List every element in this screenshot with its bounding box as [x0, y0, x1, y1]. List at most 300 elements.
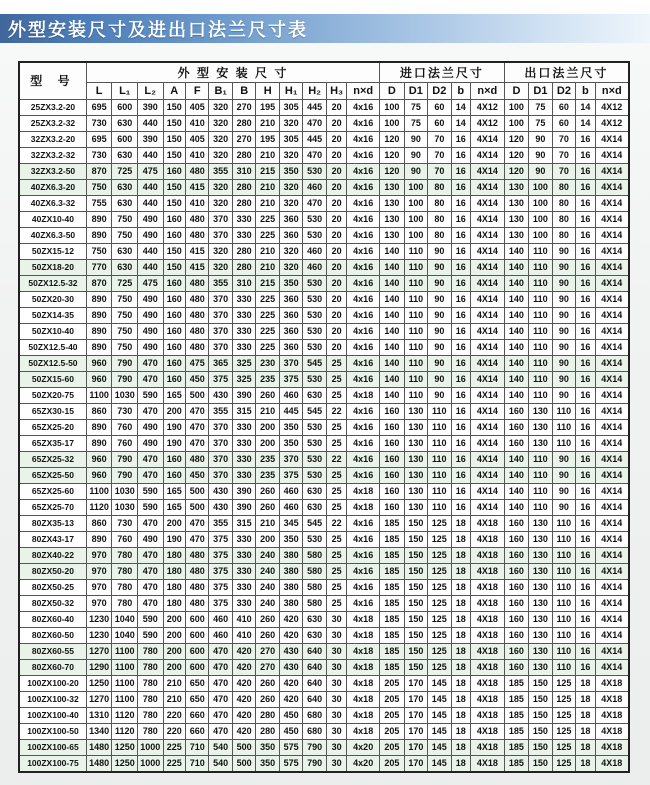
value-cell: 130 [504, 227, 529, 243]
value-cell: 350 [256, 755, 279, 772]
value-cell: 110 [529, 339, 552, 355]
value-cell: 1290 [86, 659, 112, 675]
value-cell: 4x16 [347, 131, 380, 147]
value-cell: 1120 [112, 723, 138, 739]
value-cell: 16 [451, 243, 470, 259]
value-cell: 100 [529, 179, 552, 195]
value-cell: 1000 [137, 755, 163, 772]
value-cell: 4x18 [347, 387, 380, 403]
model-cell: 80ZX50-32 [19, 595, 86, 611]
group-header-outlet-flange: 出口法兰尺寸 [504, 62, 629, 82]
value-cell: 460 [209, 611, 232, 627]
value-cell: 16 [576, 531, 595, 547]
value-cell: 18 [451, 691, 470, 707]
value-cell: 18 [451, 627, 470, 643]
table-row [19, 323, 629, 339]
value-cell: 210 [256, 195, 279, 211]
value-cell: 1040 [112, 611, 138, 627]
value-cell: 150 [163, 179, 185, 195]
value-cell: 4X14 [595, 355, 629, 371]
value-cell: 480 [185, 211, 208, 227]
value-cell: 420 [232, 691, 255, 707]
value-cell: 960 [86, 451, 112, 467]
value-cell: 420 [279, 675, 302, 691]
model-cell: 50ZX12.5-50 [19, 355, 86, 371]
value-cell: 530 [303, 435, 326, 451]
table-row [19, 547, 629, 563]
value-cell: 545 [303, 403, 326, 419]
value-cell: 150 [529, 723, 552, 739]
value-cell: 330 [232, 227, 255, 243]
value-cell: 270 [232, 131, 255, 147]
model-cell: 40ZX6.3-20 [19, 179, 86, 195]
value-cell: 185 [504, 707, 529, 723]
value-cell: 4x18 [347, 675, 380, 691]
value-cell: 305 [279, 131, 302, 147]
value-cell: 470 [137, 355, 163, 371]
value-cell: 320 [209, 243, 232, 259]
value-cell: 4X14 [595, 243, 629, 259]
value-cell: 4X14 [595, 307, 629, 323]
value-cell: 430 [209, 387, 232, 403]
value-cell: 130 [404, 419, 427, 435]
value-cell: 125 [428, 531, 451, 547]
value-cell: 230 [256, 355, 279, 371]
column-header-1: L₁ [112, 82, 138, 99]
value-cell: 4X18 [470, 531, 504, 547]
value-cell: 1310 [86, 707, 112, 723]
value-cell: 60 [552, 115, 575, 131]
value-cell: 16 [451, 131, 470, 147]
value-cell: 1030 [112, 499, 138, 515]
value-cell: 490 [137, 435, 163, 451]
value-cell: 470 [137, 515, 163, 531]
value-cell: 415 [185, 259, 208, 275]
table-row [19, 659, 629, 675]
value-cell: 480 [185, 579, 208, 595]
group-header-install-dims: 外 型 安 装 尺 寸 [86, 62, 379, 82]
value-cell: 460 [279, 499, 302, 515]
value-cell: 16 [576, 323, 595, 339]
value-cell: 16 [451, 419, 470, 435]
value-cell: 4X14 [470, 227, 504, 243]
value-cell: 270 [256, 643, 279, 659]
value-cell: 25 [326, 499, 346, 515]
value-cell: 125 [552, 691, 575, 707]
value-cell: 220 [163, 707, 185, 723]
value-cell: 4X14 [470, 499, 504, 515]
table-row [19, 291, 629, 307]
value-cell: 405 [185, 99, 208, 115]
value-cell: 90 [552, 451, 575, 467]
value-cell: 780 [137, 643, 163, 659]
value-cell: 120 [380, 147, 405, 163]
value-cell: 110 [529, 275, 552, 291]
value-cell: 330 [232, 595, 255, 611]
value-cell: 240 [256, 579, 279, 595]
value-cell: 710 [185, 739, 208, 755]
value-cell: 30 [326, 611, 346, 627]
column-header-14: D2 [428, 82, 451, 99]
value-cell: 4X18 [470, 723, 504, 739]
value-cell: 80 [428, 227, 451, 243]
value-cell: 170 [404, 675, 427, 691]
value-cell: 195 [256, 131, 279, 147]
value-cell: 75 [404, 115, 427, 131]
value-cell: 600 [185, 627, 208, 643]
value-cell: 630 [112, 243, 138, 259]
value-cell: 140 [504, 323, 529, 339]
value-cell: 315 [232, 515, 255, 531]
value-cell: 110 [404, 259, 427, 275]
value-cell: 355 [209, 163, 232, 179]
value-cell: 145 [428, 691, 451, 707]
value-cell: 4X14 [470, 467, 504, 483]
value-cell: 145 [428, 739, 451, 755]
value-cell: 1250 [112, 755, 138, 772]
value-cell: 110 [552, 531, 575, 547]
value-cell: 16 [576, 211, 595, 227]
value-cell: 16 [576, 403, 595, 419]
value-cell: 445 [303, 131, 326, 147]
model-cell: 65ZX25-32 [19, 451, 86, 467]
table-row [19, 595, 629, 611]
value-cell: 330 [232, 467, 255, 483]
value-cell: 320 [279, 195, 302, 211]
value-cell: 110 [552, 595, 575, 611]
value-cell: 140 [504, 243, 529, 259]
table-container [18, 61, 630, 773]
value-cell: 540 [209, 755, 232, 772]
value-cell: 790 [112, 451, 138, 467]
value-cell: 200 [256, 531, 279, 547]
value-cell: 4X12 [595, 99, 629, 115]
value-cell: 1250 [86, 675, 112, 691]
value-cell: 330 [232, 547, 255, 563]
value-cell: 450 [279, 707, 302, 723]
value-cell: 4x16 [347, 291, 380, 307]
value-cell: 150 [404, 627, 427, 643]
value-cell: 140 [504, 483, 529, 499]
value-cell: 130 [529, 531, 552, 547]
value-cell: 4X18 [470, 563, 504, 579]
value-cell: 110 [428, 483, 451, 499]
value-cell: 460 [303, 243, 326, 259]
value-cell: 20 [326, 179, 346, 195]
value-cell: 480 [185, 339, 208, 355]
value-cell: 580 [303, 547, 326, 563]
value-cell: 790 [112, 467, 138, 483]
value-cell: 90 [552, 323, 575, 339]
value-cell: 16 [576, 291, 595, 307]
value-cell: 125 [428, 659, 451, 675]
value-cell: 100 [380, 115, 405, 131]
value-cell: 170 [404, 723, 427, 739]
value-cell: 530 [303, 323, 326, 339]
value-cell: 125 [552, 675, 575, 691]
value-cell: 16 [576, 611, 595, 627]
value-cell: 110 [529, 451, 552, 467]
value-cell: 350 [279, 163, 302, 179]
value-cell: 370 [209, 211, 232, 227]
value-cell: 780 [112, 547, 138, 563]
value-cell: 150 [404, 531, 427, 547]
value-cell: 320 [209, 147, 232, 163]
value-cell: 260 [256, 611, 279, 627]
value-cell: 545 [303, 355, 326, 371]
value-cell: 140 [504, 291, 529, 307]
table-row [19, 243, 629, 259]
value-cell: 480 [185, 563, 208, 579]
value-cell: 130 [380, 211, 405, 227]
value-cell: 630 [112, 179, 138, 195]
value-cell: 22 [326, 451, 346, 467]
value-cell: 460 [303, 259, 326, 275]
value-cell: 140 [504, 451, 529, 467]
value-cell: 25 [326, 595, 346, 611]
value-cell: 1030 [112, 387, 138, 403]
value-cell: 110 [552, 643, 575, 659]
value-cell: 120 [380, 163, 405, 179]
value-cell: 90 [428, 243, 451, 259]
column-header-19: D2 [552, 82, 575, 99]
value-cell: 350 [279, 531, 302, 547]
value-cell: 110 [428, 451, 451, 467]
value-cell: 750 [112, 211, 138, 227]
value-cell: 630 [112, 259, 138, 275]
table-row [19, 643, 629, 659]
value-cell: 4X14 [595, 499, 629, 515]
table-row [19, 755, 629, 772]
value-cell: 410 [185, 147, 208, 163]
value-cell: 450 [279, 723, 302, 739]
value-cell: 4X14 [595, 387, 629, 403]
model-cell: 50ZX18-20 [19, 259, 86, 275]
value-cell: 360 [279, 339, 302, 355]
value-cell: 630 [112, 115, 138, 131]
value-cell: 60 [428, 115, 451, 131]
value-cell: 420 [232, 723, 255, 739]
value-cell: 160 [504, 515, 529, 531]
value-cell: 130 [529, 515, 552, 531]
value-cell: 330 [232, 563, 255, 579]
value-cell: 110 [552, 515, 575, 531]
value-cell: 390 [137, 131, 163, 147]
value-cell: 4X14 [595, 451, 629, 467]
value-cell: 710 [185, 755, 208, 772]
value-cell: 370 [279, 451, 302, 467]
value-cell: 890 [86, 339, 112, 355]
value-cell: 630 [303, 611, 326, 627]
model-cell: 50ZX10-40 [19, 323, 86, 339]
value-cell: 730 [112, 515, 138, 531]
value-cell: 150 [163, 115, 185, 131]
column-header-5: B₁ [209, 82, 232, 99]
value-cell: 500 [232, 755, 255, 772]
value-cell: 110 [428, 403, 451, 419]
value-cell: 4x16 [347, 227, 380, 243]
value-cell: 960 [86, 371, 112, 387]
value-cell: 370 [209, 227, 232, 243]
table-row [19, 531, 629, 547]
value-cell: 4x16 [347, 339, 380, 355]
value-cell: 16 [451, 259, 470, 275]
value-cell: 4X14 [470, 307, 504, 323]
value-cell: 375 [209, 531, 232, 547]
value-cell: 530 [303, 211, 326, 227]
value-cell: 4X12 [595, 115, 629, 131]
value-cell: 530 [303, 291, 326, 307]
value-cell: 225 [163, 739, 185, 755]
value-cell: 470 [137, 467, 163, 483]
value-cell: 750 [86, 179, 112, 195]
value-cell: 4X14 [470, 259, 504, 275]
value-cell: 210 [256, 259, 279, 275]
value-cell: 130 [404, 467, 427, 483]
value-cell: 4x16 [347, 243, 380, 259]
value-cell: 80 [552, 211, 575, 227]
value-cell: 1100 [86, 387, 112, 403]
value-cell: 25 [326, 467, 346, 483]
value-cell: 440 [137, 195, 163, 211]
value-cell: 750 [112, 339, 138, 355]
value-cell: 4X14 [470, 435, 504, 451]
value-cell: 580 [303, 579, 326, 595]
value-cell: 160 [163, 323, 185, 339]
value-cell: 325 [232, 355, 255, 371]
value-cell: 490 [137, 323, 163, 339]
value-cell: 90 [529, 163, 552, 179]
value-cell: 180 [163, 579, 185, 595]
value-cell: 200 [163, 659, 185, 675]
value-cell: 16 [451, 307, 470, 323]
value-cell: 4X14 [470, 147, 504, 163]
value-cell: 160 [163, 291, 185, 307]
value-cell: 140 [504, 387, 529, 403]
value-cell: 1030 [112, 483, 138, 499]
value-cell: 130 [404, 403, 427, 419]
value-cell: 25 [326, 483, 346, 499]
value-cell: 16 [451, 275, 470, 291]
value-cell: 4x16 [347, 419, 380, 435]
value-cell: 140 [380, 275, 405, 291]
value-cell: 125 [552, 755, 575, 772]
value-cell: 630 [112, 195, 138, 211]
value-cell: 160 [163, 307, 185, 323]
model-cell: 100ZX100-50 [19, 723, 86, 739]
value-cell: 370 [209, 307, 232, 323]
value-cell: 16 [576, 307, 595, 323]
value-cell: 470 [185, 435, 208, 451]
group-header-inlet-flange: 进口法兰尺寸 [380, 62, 505, 82]
value-cell: 4x16 [347, 307, 380, 323]
value-cell: 205 [380, 739, 405, 755]
value-cell: 185 [504, 755, 529, 772]
value-cell: 4x16 [347, 515, 380, 531]
model-cell: 50ZX20-75 [19, 387, 86, 403]
value-cell: 25 [326, 419, 346, 435]
value-cell: 60 [552, 99, 575, 115]
value-cell: 415 [185, 179, 208, 195]
value-cell: 160 [504, 627, 529, 643]
value-cell: 16 [451, 499, 470, 515]
value-cell: 160 [163, 355, 185, 371]
value-cell: 500 [232, 739, 255, 755]
value-cell: 4X14 [595, 195, 629, 211]
value-cell: 80 [428, 195, 451, 211]
value-cell: 4X14 [595, 419, 629, 435]
value-cell: 4X14 [595, 179, 629, 195]
value-cell: 890 [86, 291, 112, 307]
value-cell: 4X14 [470, 403, 504, 419]
value-cell: 695 [86, 131, 112, 147]
value-cell: 100 [504, 99, 529, 115]
value-cell: 475 [185, 355, 208, 371]
value-cell: 1230 [86, 627, 112, 643]
value-cell: 130 [529, 435, 552, 451]
value-cell: 18 [576, 755, 595, 772]
value-cell: 370 [279, 355, 302, 371]
value-cell: 100 [404, 179, 427, 195]
value-cell: 280 [232, 179, 255, 195]
value-cell: 130 [380, 227, 405, 243]
value-cell: 4X14 [470, 291, 504, 307]
value-cell: 215 [256, 163, 279, 179]
value-cell: 350 [279, 419, 302, 435]
value-cell: 110 [552, 403, 575, 419]
value-cell: 160 [380, 467, 405, 483]
value-cell: 470 [137, 563, 163, 579]
value-cell: 90 [428, 323, 451, 339]
value-cell: 780 [137, 691, 163, 707]
model-cell: 65ZX25-50 [19, 467, 86, 483]
value-cell: 4x16 [347, 563, 380, 579]
value-cell: 20 [326, 227, 346, 243]
value-cell: 110 [428, 467, 451, 483]
value-cell: 4X14 [470, 483, 504, 499]
value-cell: 16 [576, 371, 595, 387]
value-cell: 130 [529, 595, 552, 611]
value-cell: 110 [552, 435, 575, 451]
value-cell: 4X18 [470, 707, 504, 723]
value-cell: 420 [232, 675, 255, 691]
value-cell: 16 [451, 163, 470, 179]
value-cell: 725 [112, 275, 138, 291]
value-cell: 760 [112, 531, 138, 547]
value-cell: 780 [137, 707, 163, 723]
value-cell: 205 [380, 723, 405, 739]
value-cell: 320 [279, 259, 302, 275]
value-cell: 160 [163, 227, 185, 243]
value-cell: 16 [576, 515, 595, 531]
value-cell: 210 [256, 147, 279, 163]
value-cell: 110 [552, 611, 575, 627]
model-cell: 100ZX100-40 [19, 707, 86, 723]
value-cell: 150 [163, 99, 185, 115]
value-cell: 90 [552, 387, 575, 403]
model-cell: 32ZX3.2-20 [19, 131, 86, 147]
value-cell: 330 [232, 531, 255, 547]
value-cell: 185 [380, 595, 405, 611]
column-header-20: b [576, 82, 595, 99]
value-cell: 125 [552, 723, 575, 739]
value-cell: 4X18 [470, 739, 504, 755]
value-cell: 4x16 [347, 99, 380, 115]
value-cell: 330 [232, 291, 255, 307]
model-cell: 40ZX6.3-32 [19, 195, 86, 211]
value-cell: 205 [380, 755, 405, 772]
value-cell: 1000 [137, 739, 163, 755]
